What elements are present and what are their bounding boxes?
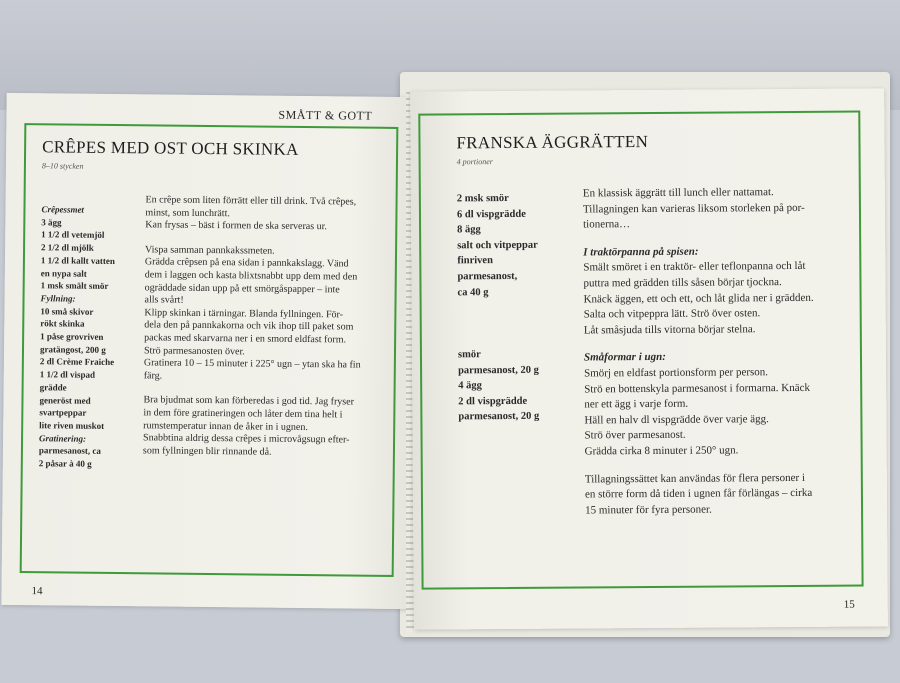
ingredient-line: parmesanost, 20 g [458, 411, 540, 423]
ingredient-line: 1 1/2 dl kallt vatten [40, 255, 116, 266]
ingredient-heading: Crêpessmet [41, 204, 85, 215]
page-number: 14 [31, 585, 43, 598]
method-line: Knäck äggen, ett och ett, och låt glida ner i grädden. [583, 291, 814, 306]
ingredient-line: finriven [457, 255, 493, 267]
ingredient-line: 4 ägg [458, 380, 482, 392]
method-line: Klipp skinkan i tärningar. Blanda fyllningen. För- [144, 307, 344, 321]
method-text [143, 194, 384, 472]
method-line: Grädda cirka 8 minuter i 250° ugn. [584, 444, 739, 458]
recipe-subtitle: 8–10 stycken [41, 161, 84, 171]
method-paragraph [585, 470, 855, 519]
ingredient-line: 3 ägg [41, 216, 62, 228]
method-line: Tillagningssättet kan användas för flera personer i [584, 471, 806, 485]
section-heading: I traktörpanna på spisen: [583, 245, 699, 259]
ingredient-list [39, 203, 138, 471]
ingredient-line: 1 1/2 dl vispad [39, 369, 96, 380]
ingredient-line: smör [457, 349, 481, 361]
method-line: Grädda crêpsen på ena sidan i pannkakslagg. Vänd [144, 256, 349, 270]
method-text [583, 185, 855, 531]
ingredient-line: 1 1/2 dl vetemjöl [41, 229, 105, 241]
method-line: dela den på pannkakorna och vik ihop till paket som [144, 319, 354, 333]
ingredient-list [457, 190, 578, 300]
left-page [1, 93, 414, 609]
ingredient-line: parmesanost, 20 g [458, 364, 539, 376]
ingredient-line: gratängost, 200 g [39, 343, 106, 355]
method-line: in dem före gratineringen och låter dem tina helt i [143, 407, 343, 421]
method-line: Snabbtina aldrig dessa crêpes i microvågsugn efter- [143, 432, 350, 446]
method-line: Gratinera 10 – 15 minuter i 225° ugn – ytan ska ha fin [143, 357, 361, 371]
method-paragraph [145, 194, 383, 234]
ingredient-heading: Gratinering: [39, 432, 87, 444]
ingredient-line: 10 små skivor [40, 305, 94, 317]
method-line: puttra med grädden tills såsen börjar tjockna. [583, 276, 782, 290]
recipe-title: CRÊPES MED OST OCH SKINKA [42, 137, 299, 159]
method-line: En crêpe som liten förrätt eller till drink. Två crêpes, [145, 194, 357, 208]
method-line: Smörj en eldfast portionsform per person. [584, 366, 769, 380]
ingredient-line: generöst med [39, 394, 91, 406]
ingredient-line: 1 påse grovriven [40, 331, 104, 342]
method-line: Strö en bottenskyla parmesanost i formarna. Knäck [584, 381, 810, 395]
method-line: packas med skarvarna ner i en smord eldfast form. [144, 332, 347, 346]
ingredient-line: 2 1/2 dl mjölk [41, 242, 94, 253]
ingredient-line: en nypa salt [40, 267, 87, 279]
method-line: Tillagningen kan varieras liksom storleken på por- [582, 201, 805, 216]
ingredient-line: rökt skinka [40, 318, 85, 330]
method-paragraph [584, 349, 855, 460]
method-line: Bra bjudmat som kan förberedas i god tid. Jag fryser [143, 394, 355, 408]
method-paragraph [143, 395, 382, 460]
ingredient-heading: Fyllning: [40, 293, 76, 304]
page-number: 15 [843, 598, 855, 611]
ingredient-line: 8 ägg [457, 224, 481, 236]
ingredient-line: 2 påsar à 40 g [38, 458, 92, 469]
recipe-subtitle: 4 portioner [456, 157, 493, 167]
method-paragraph [144, 244, 383, 385]
method-line: Smält smöret i en traktör- eller teflonpanna och låt [583, 260, 806, 274]
method-line: Salta och vitpeppra lätt. Strö över osten. [583, 307, 761, 321]
method-line: Häll en halv dl vispgrädde över varje ägg. [584, 412, 769, 427]
ingredient-list-secondary [458, 346, 579, 425]
method-line: 15 minuter för fyra personer. [585, 503, 712, 517]
method-line: ner ett ägg i varje form. [584, 397, 689, 411]
method-line: färg. [143, 370, 163, 382]
ingredient-line: 2 msk smör [456, 192, 509, 205]
method-line: Strö parmesanosten över. [143, 344, 245, 357]
method-line: En klassisk äggrätt till lunch eller nattamat. [582, 186, 774, 200]
method-line: alls svårt! [144, 294, 184, 306]
method-paragraph [583, 185, 853, 234]
method-line: Kan frysas – bäst i formen de ska serveras ur. [145, 219, 327, 233]
method-line: rumstemperatur innan de åker in i ugnen. [143, 419, 308, 433]
ingredient-line: 6 dl vispgrädde [456, 208, 526, 220]
ingredient-line: ca 40 g [457, 286, 489, 298]
ingredient-line: 2 dl vispgrädde [458, 395, 528, 408]
method-line: dem i laggen och kasta blixtsnabbt upp dem med den [144, 269, 358, 283]
method-line: ogräddade sidan upp på ett smörgåspapper – inte [144, 281, 340, 295]
ingredient-line: 2 dl Crème Fraiche [39, 356, 115, 368]
method-paragraph [583, 243, 854, 338]
method-line: Vispa samman pannkakssmeten. [145, 244, 275, 257]
ingredient-line: salt och vitpeppar [457, 239, 538, 252]
running-head: SMÅTT & GOTT [278, 107, 373, 123]
ingredient-line: 1 msk smält smör [40, 280, 109, 292]
ingredient-line: lite riven muskot [39, 420, 105, 431]
method-line: Låt småsjuda tills vitorna börjar stelna. [583, 323, 756, 337]
ingredient-line: parmesanost, ca [38, 445, 101, 457]
ingredient-line: parmesanost, [457, 270, 518, 283]
method-line: som fyllningen blir rinnande då. [142, 445, 272, 458]
right-page [410, 88, 888, 629]
recipe-title: FRANSKA ÄGGRÄTTEN [456, 132, 649, 153]
method-line: en större form då tiden i ugnen får förlängas – cirka [584, 486, 813, 501]
ingredient-line: grädde [39, 382, 67, 393]
ingredient-line: svartpeppar [39, 407, 87, 418]
method-line: minst, som lunchrätt. [145, 206, 230, 219]
method-line: Strö över parmesanost. [584, 429, 686, 442]
method-line: tionerna… [583, 218, 631, 231]
section-heading: Småformar i ugn: [583, 351, 666, 364]
